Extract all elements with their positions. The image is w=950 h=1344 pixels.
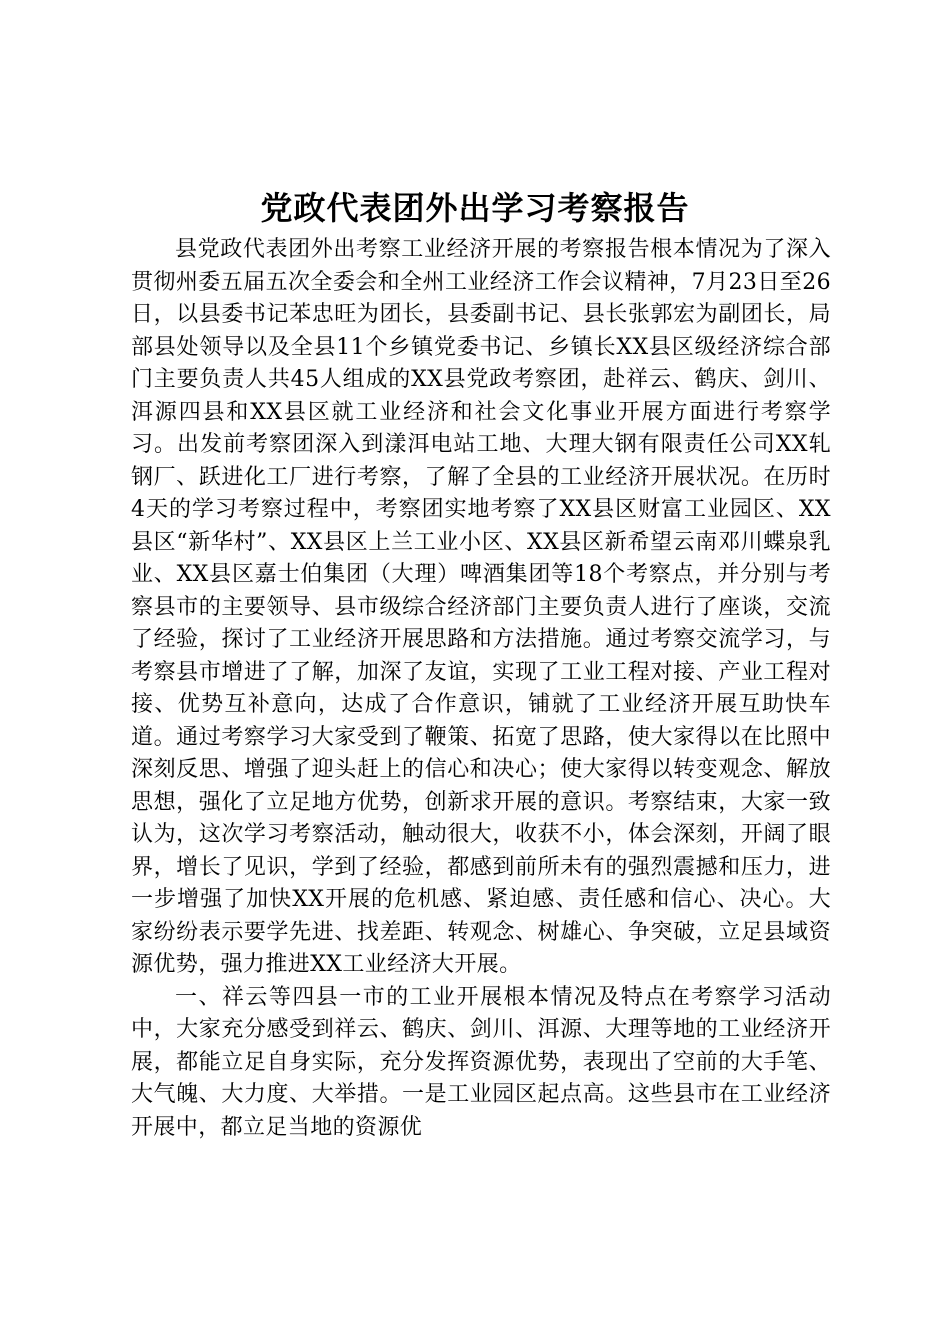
document-body: [131, 234, 831, 1144]
paragraph-2: 一、祥云等四县一市的工业开展根本情况及特点在考察学习活动中，大家充分感受到祥云、鹤庆、剑川、洱源、大理等地的工业经济开展，都能立足自身实际，充分发挥资源优势，表现出了空前的大手笔、大气魄、大力度、大举措。一是工业园区起点高。这些县市在工业经济开展中，都立足当地的资源优: [131, 984, 831, 1140]
document-title: 党政代表团外出学习考察报告: [260, 189, 690, 227]
paragraph-1: 县党政代表团外出考察工业经济开展的考察报告根本情况为了深入贯彻州委五届五次全委会和全州工业经济工作会议精神，7月23日至26日，以县委书记苯忠旺为团长，县委副书记、县长张郭宏为副团长，局部县处领导以及全县11个乡镇党委书记、乡镇长XX县区级经济综合部门主要负责人共45人组成的XX县党政考察团，赴祥云、鹤庆、剑川、洱源四县和XX县区就工业经济和社会文化事业开展方面进行考察学习。出发前考察团深入到漾洱电站工地、大理大钢有限责任公司XX轧钢厂、跃进化工厂进行考察，了解了全县的工业经济开展状况。在历时4天的学习考察过程中，考察团实地考察了XX县区财富工业园区、XX县区“新华村”、XX县区上兰工业小区、XX县区新希望云南邓川蝶泉乳业、XX县区嘉士伯集团（大理）啤酒集团等18个考察点，并分别与考察县市的主要领导、县市级综合经济部门主要负责人进行了座谈，交流了经验，探讨了工业经济开展思路和方法措施。通过考察交流学习，与考察县市增进了了解，加深了友谊，实现了工业工程对接、产业工程对接、优势互补意向，达成了合作意识，铺就了工业经济开展互助快车道。通过考察学习大家受到了鞭策、拓宽了思路，使大家得以在比照中深刻反思、增强了迎头赶上的信心和决心；使大家得以转变观念、解放思想，强化了立足地方优势，创新求开展的意识。考察结束，大家一致认为，这次学习考察活动，触动很大，收获不小，体会深刻，开阔了眼界，增长了见识，学到了经验，都感到前所未有的强烈震撼和压力，进一步增强了加快XX开展的危机感、紧迫感、责任感和信心、决心。大家纷纷表示要学先进、找差距、转观念、树雄心、争突破，立足县域资源优势，强力推进XX工业经济大开展。: [131, 237, 831, 977]
